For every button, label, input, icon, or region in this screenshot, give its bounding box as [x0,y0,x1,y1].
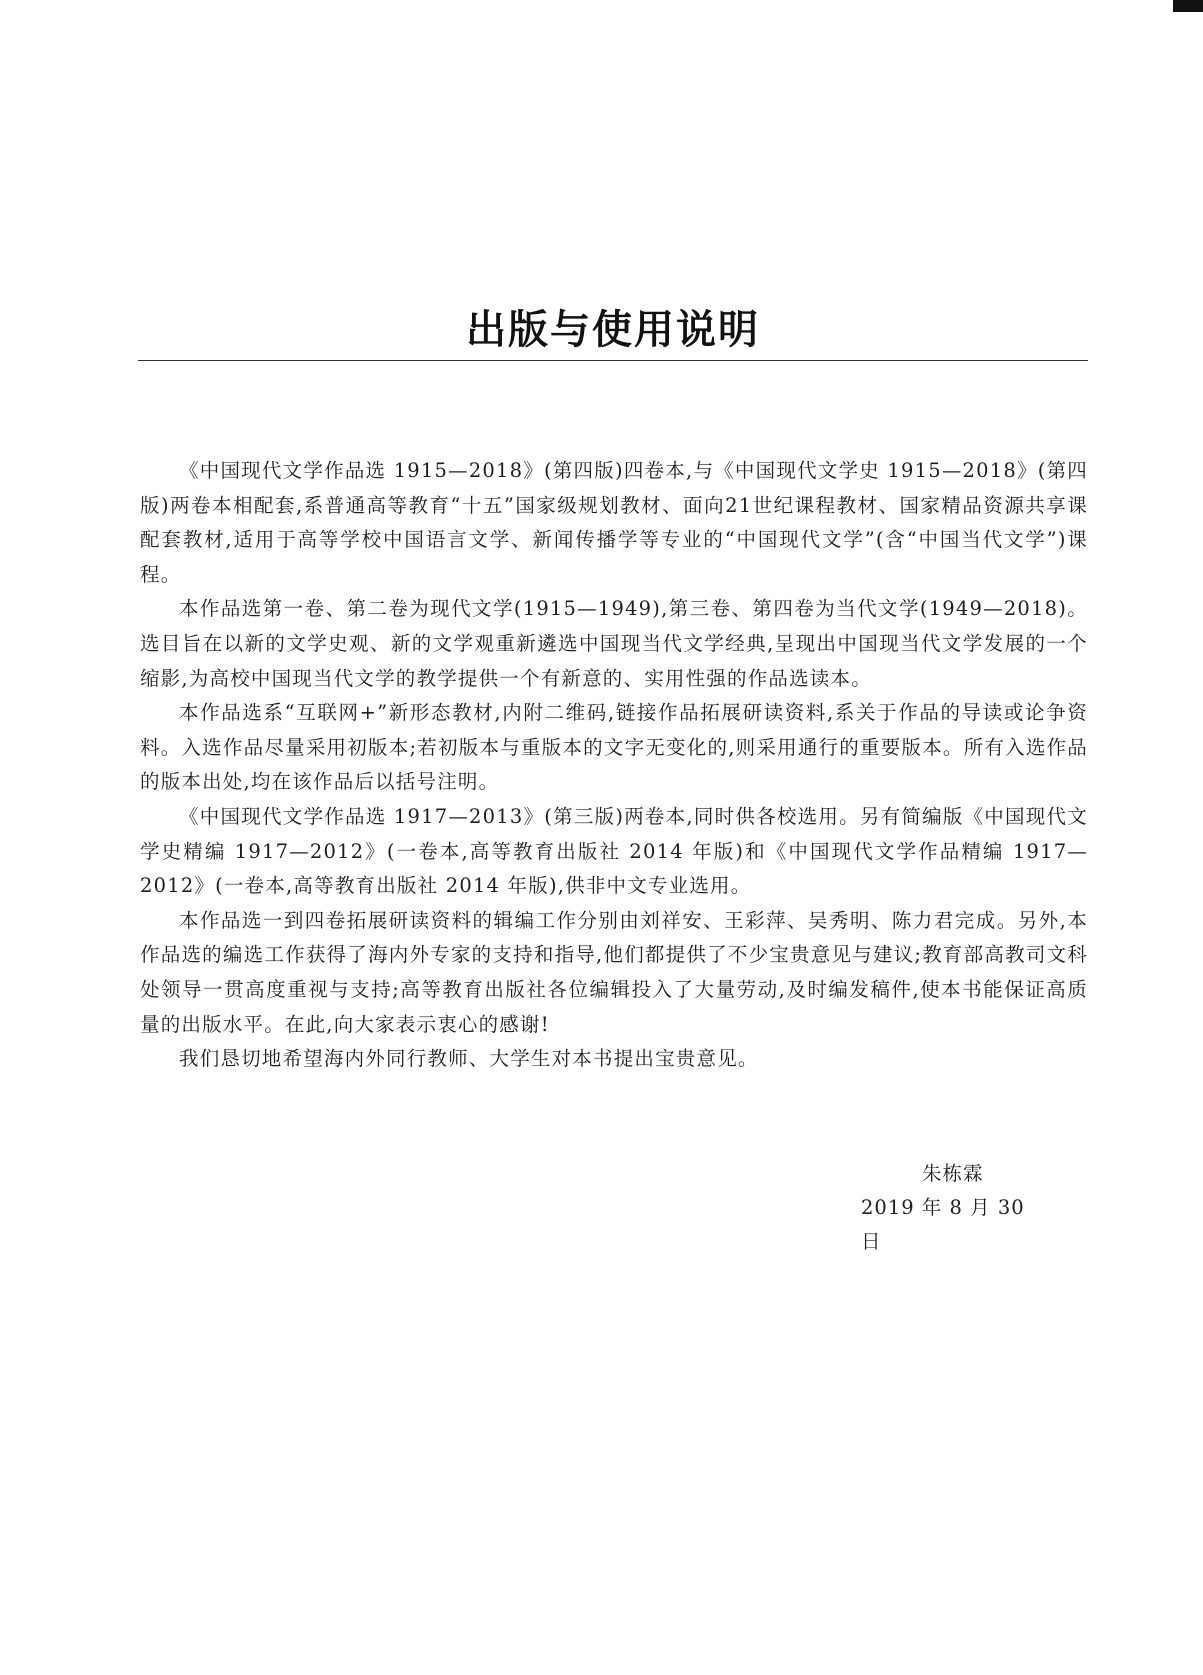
title-divider [138,360,1088,361]
paragraph: 本作品选系“互联网+”新形态教材,内附二维码,链接作品拓展研读资料,系关于作品的导读或论争资料。入选作品尽量采用初版本;若初版本与重版本的文字无变化的,则采用通行的重要版本。所有入选作品的版本出处,均在该作品后以括号注明。 [140,701,1088,794]
paragraph: 我们恳切地希望海内外同行教师、大学生对本书提出宝贵意见。 [179,1047,759,1071]
page-title: 出版与使用说明 [466,307,760,353]
paragraph: 《中国现代文学作品选 1917—2013》(第三版)两卷本,同时供各校选用。另有简编版《中国现代文学史精编 1917—2012》(一卷本,高等教育出版社 2014 年版)和《中国现代文学作品精编 1917—2012》(一卷本,高等教育出版社 2014 年版),供非中文专业选用。 [140,804,1088,898]
author-name: 朱栋霖 [922,1162,984,1185]
paragraph: 本作品选一到四卷拓展研读资料的辑编工作分别由刘祥安、王彩萍、吴秀明、陈力君完成。另外,本作品选的编选工作获得了海内外专家的支持和指导,他们都提供了不少宝贵意见与建议;教育部高教司文科处领导一贯高度重视与支持;高等教育出版社各位编辑投入了大量劳动,及时编发稿件,使本书能保证高质量的出版水平。在此,向大家表示衷心的感谢! [140,908,1088,1036]
signature-date: 2019 年 8 月 30 日 [861,1196,1025,1253]
paragraph: 《中国现代文学作品选 1915—2018》(第四版)四卷本,与《中国现代文学史 1915—2018》(第四版)两卷本相配套,系普通高等教育“十五”国家级规划教材、面向21世纪课程教材、国家精品资源共享课配套教材,适用于高等学校中国语言文学、新闻传播学等专业的“中国现代文学”(含“中国当代文学”)课程。 [140,459,1088,586]
paragraph: 本作品选第一卷、第二卷为现代文学(1915—1949),第三卷、第四卷为当代文学(1949—2018)。选目旨在以新的文学史观、新的文学观重新遴选中国现当代文学经典,呈现出中国现当代文学发展的一个缩影,为高校中国现当代文学的教学提供一个有新意的、实用性强的作品选读本。 [140,597,1088,690]
signature-block [800,1157,1040,1259]
page-corner-mark [1173,0,1203,12]
body-text [140,454,1088,1077]
